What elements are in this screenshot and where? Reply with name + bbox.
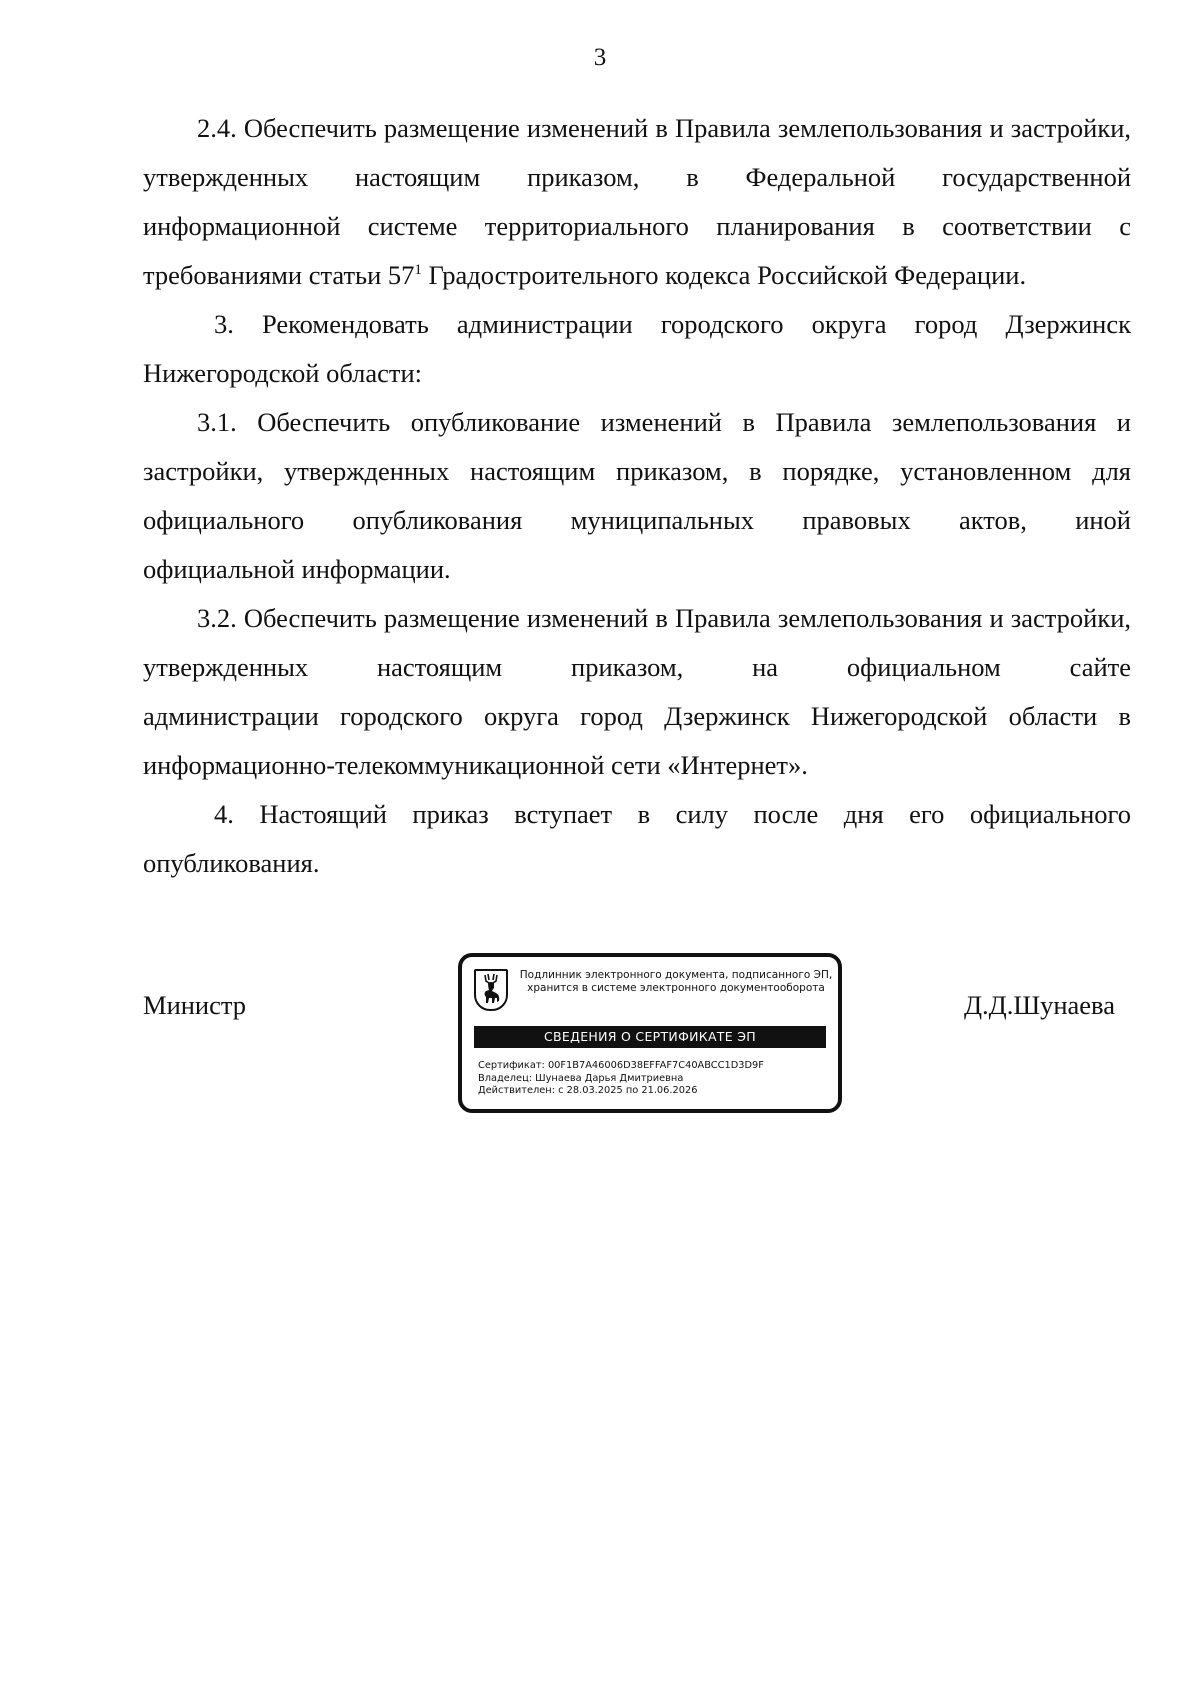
certificate-number: Сертификат: 00F1B7A46006D38EFFAF7C40ABCC1D3D9F <box>478 1060 764 1071</box>
paragraph-2-4-text: 2.4. Обеспечить размещение изменений в Правила землепользования и застройки, утвержденных настоящим приказом, в Федеральной государственной информационной системе территориального планирования в соответствии с требованиями статьи 57 <box>143 113 1131 290</box>
deer-coat-of-arms-icon <box>474 969 508 1011</box>
document-body <box>143 104 1131 888</box>
certificate-details <box>478 1060 828 1098</box>
paragraph-3-2-tail: администрации городского округа город Дзержинск Нижегородской области в информационно-телекоммуникационной сети «Интернет». <box>143 701 1131 780</box>
paragraph-3-2-main: 3.2. Обеспечить размещение изменений в Правила землепользования и застройки, утвержденных настоящим приказом, на официальном сайте <box>143 603 1131 682</box>
certificate-validity: Действителен: с 28.03.2025 по 21.06.2026 <box>478 1085 698 1096</box>
signatory-name: Д.Д.Шунаева <box>963 990 1115 1020</box>
electronic-signature-stamp <box>458 953 842 1113</box>
stamp-header-line-1: Подлинник электронного документа, подписанного ЭП, <box>519 969 833 981</box>
certificate-owner: Владелец: Шунаева Дарья Дмитриевна <box>478 1072 684 1084</box>
paragraph-3-1-tail: официальной информации. <box>143 554 451 584</box>
paragraph-4: 4. Настоящий приказ вступает в силу после дня его официального опубликования. <box>143 799 1131 878</box>
stamp-header-line-2: хранится в системе электронного документооборота <box>527 982 825 994</box>
paragraph-3: 3. Рекомендовать администрации городского округа город Дзержинск Нижегородской области: <box>143 309 1131 388</box>
paragraph-3-1-main: 3.1. Обеспечить опубликование изменений в Правила землепользования и застройки, утвержденных настоящим приказом, в порядке, установленном для официального опубликования муниципальных правовых актов, иной <box>143 407 1131 535</box>
paragraph-2-4 <box>143 104 1131 300</box>
superscript-1: 1 <box>414 262 422 279</box>
page-number: 3 <box>593 44 607 71</box>
signatory-title: Министр <box>143 990 247 1020</box>
certificate-info-bar: СВЕДЕНИЯ О СЕРТИФИКАТЕ ЭП <box>474 1026 826 1048</box>
stamp-header <box>516 969 836 995</box>
paragraph-2-4-text-end: Градостроительного кодекса Российской Федерации. <box>421 260 1027 290</box>
